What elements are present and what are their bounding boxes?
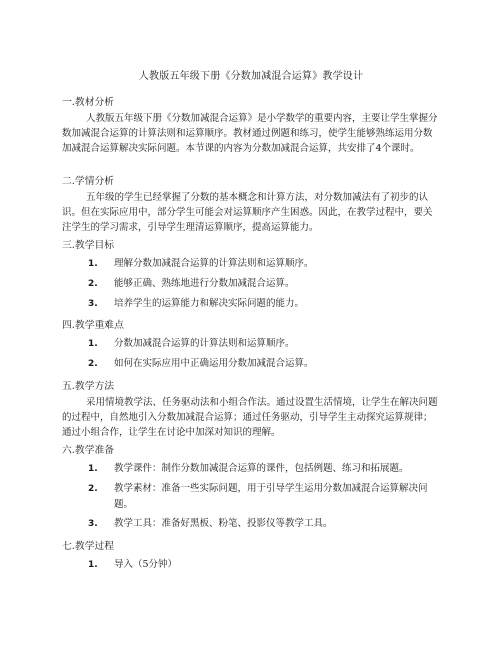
list-item-text: 教学课件：制作分数加减混合运算的课件，包括例题、练习和拓展题。 [114,463,409,474]
list-item-number: 1. [88,259,98,269]
list-item-text: 理解分数加减混合运算的计算法则和运算顺序。 [114,258,314,269]
section-heading-student-analysis: 二.学情分析 [62,176,115,187]
list-item-number: 2. [88,279,98,289]
list-item-text: 培养学生的运算能力和解决实际问题的能力。 [114,298,305,309]
section-heading-key-points: 四.教学重难点 [62,320,124,331]
section-heading-teaching-methods: 五.教学方法 [62,381,115,392]
list-item-number: 1. [88,560,98,570]
list-item-text: 教学素材：准备一些实际问题，用于引导学生运用分数加减混合运算解决问题。 [114,483,428,510]
section-paragraph-teaching-methods: 采用情境教学法、任务驱动法和小组合作法。通过设置生活情境，让学生在解决问题的过程中，自然地引入分数加减混合运算；通过任务驱动，引导学生主动探究运算规律；通过小组合作，让学生在讨论中加深对知识的理解。 [62,397,438,438]
list-item-text: 能够正确、熟练地进行分数加减混合运算。 [114,278,295,289]
list-item [88,296,440,312]
section-heading-teaching-goals: 三.教学目标 [62,240,115,251]
list-item-number: 3. [88,519,98,529]
list-item-number: 2. [88,359,98,369]
list-item-text: 如何在实际应用中正确运用分数加减混合运算。 [114,358,314,369]
list-item-number: 2. [88,484,98,494]
list-item [88,256,440,272]
list-item-number: 1. [88,339,98,349]
list-item-text: 导入（5分钟） [114,559,178,570]
section-heading-textbook-analysis: 一.教材分析 [62,97,115,108]
list-item-number: 3. [88,299,98,309]
section-paragraph-student-analysis: 五年级的学生已经掌握了分数的基本概念和计算方法，对分数加减法有了初步的认识。但在实际应用中，部分学生可能会对运算顺序产生困惑。因此，在教学过程中，要关注学生的学习需求，引导学生理清运算顺序，提高运算能力。 [62,192,433,233]
list-item-text: 教学工具：准备好黑板、粉笔、投影仪等教学工具。 [114,518,333,529]
list-item-text: 分数加减混合运算的计算法则和运算顺序。 [114,338,295,349]
list-item [88,336,440,352]
list-item-number: 1. [88,464,98,474]
section-paragraph-textbook-analysis: 人教版五年级下册《分数加减混合运算》是小学数学的重要内容，主要让学生掌握分数加减混合运算的计算法则和运算顺序。教材通过例题和练习，使学生能够熟练运用分数加减混合运算解决实际问题。本节课的内容为分数加减混合运算，共安排了4个课时。 [62,113,438,154]
list-item [88,557,440,573]
list-item [88,516,440,532]
list-item [88,481,440,512]
list-item [88,356,440,372]
document-title: 人教版五年级下册《分数加减混合运算》教学设计 [138,71,364,82]
list-item [88,276,440,292]
list-item [88,461,440,477]
section-heading-teaching-preparation: 六.教学准备 [62,445,115,456]
section-heading-teaching-process: 七.教学过程 [62,541,115,552]
